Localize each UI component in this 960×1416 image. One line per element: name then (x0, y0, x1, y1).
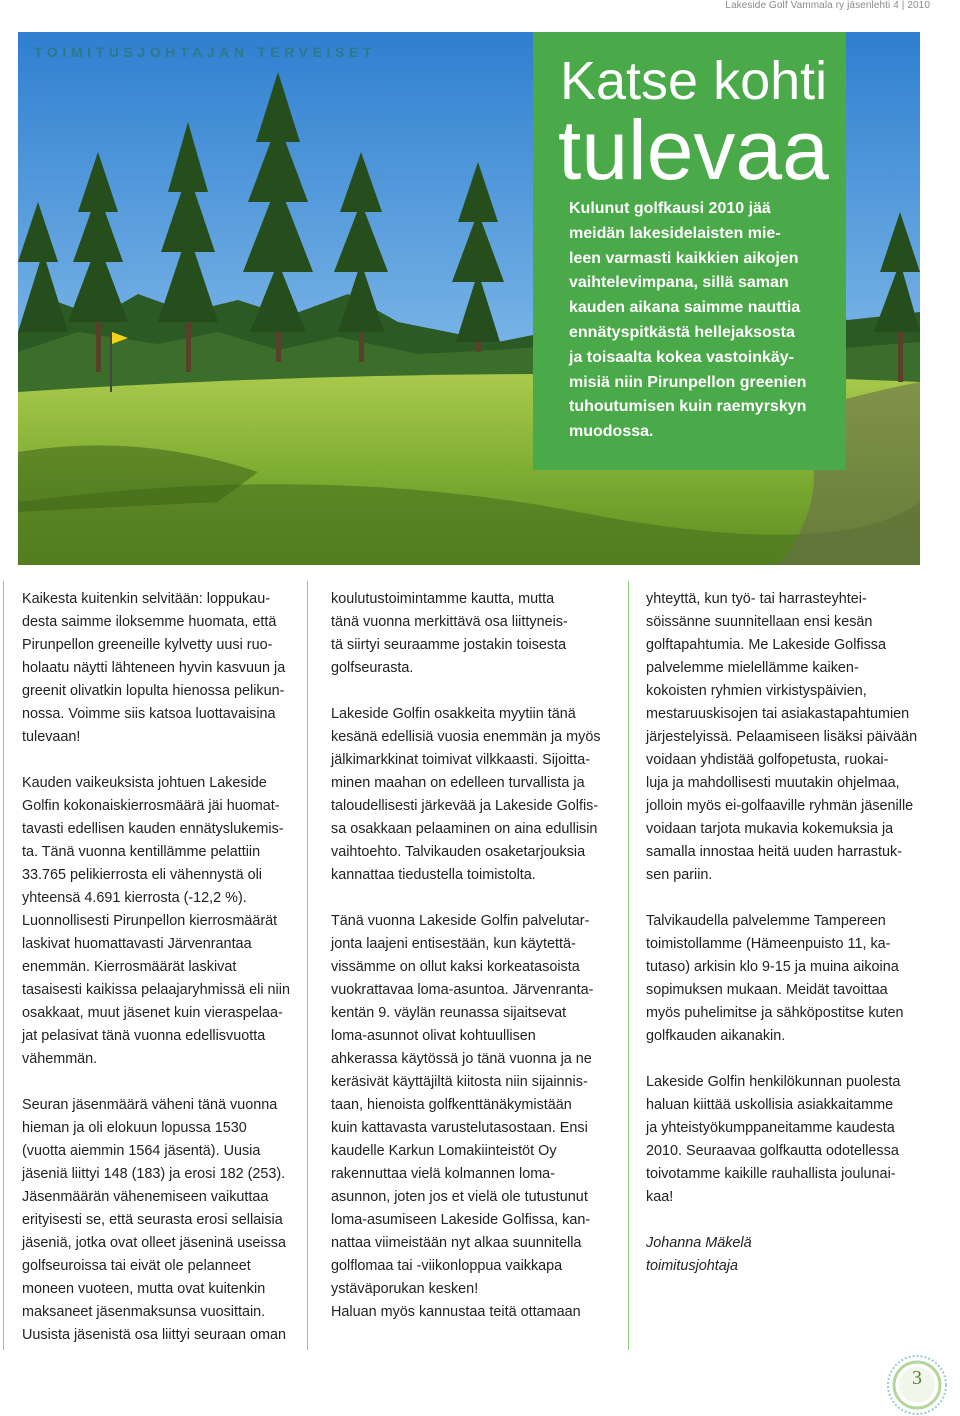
body-text-line: ahkerassa käytössä jo tänä vuonna ja ne (331, 1051, 592, 1067)
body-text-line: kuin kattavasta varustelutasostaan. Ensi (331, 1120, 588, 1136)
body-text-line: nossa. Voimme siis katsoa luottavaisina (22, 706, 276, 722)
body-text-line: Kauden vaikeuksista johtuen Lakeside (22, 775, 267, 791)
text-column-3 (646, 588, 917, 1278)
body-text-line: Seuran jäsenmäärä väheni tänä vuonna (22, 1097, 278, 1113)
section-label: TOIMITUSJOHTAJAN TERVEISET (34, 44, 377, 60)
body-text-line: sen pariin. (646, 867, 713, 883)
body-text-line: tä siirtyi seuraamme jostakin toisesta (331, 637, 567, 653)
body-text-line: maksaneet jäsenmaksunsa vuosittain. (22, 1304, 266, 1320)
body-text-line: kesänä edellisiä vuosia enemmän ja myös (331, 729, 601, 745)
body-text-line: golflomaa tai -viikonloppua vaikkapa (331, 1258, 563, 1274)
body-text-line: jat pelasivat tänä vuonna edellisvuotta (22, 1028, 266, 1044)
body-text-line: vuokrattavaa loma-asuntoa. Järvenranta- (331, 982, 594, 998)
paragraph-gap (22, 749, 290, 772)
lead-line: kauden aikana saimme nauttia (569, 299, 801, 317)
body-text-line: asunnon, joten jos et vielä ole tutustunut (331, 1189, 588, 1205)
body-text-line: loma-asunnot olivat kohtuullisen (331, 1028, 536, 1044)
lead-line: tuhoutumisen kuin raemyrskyn (569, 398, 807, 416)
body-text-line: (vuotta aiemmin 1564 jäsentä). Uusia (22, 1143, 261, 1159)
body-text-line: Talvikaudella palvelemme Tampereen (646, 913, 886, 929)
body-text-line: vaihtoehto. Talvikauden osaketarjouksia (331, 844, 586, 860)
body-text-line: laskivat huomattavasti Järvenrantaa (22, 936, 252, 952)
body-text-line: Lakeside Golfin henkilökunnan puolesta (646, 1074, 901, 1090)
body-text-line: Tänä vuonna Lakeside Golfin palvelutar- (331, 913, 590, 929)
body-text-line: golfkauden aikanakin. (646, 1028, 786, 1044)
body-text-line: golfseurasta. (331, 660, 414, 676)
paragraph-gap (646, 887, 917, 910)
body-text-line: tänä vuonna merkittävä osa liittyneis- (331, 614, 568, 630)
body-text-line: golftapahtumia. Me Lakeside Golfissa (646, 637, 886, 653)
lead-line: Kulunut golfkausi 2010 jää (569, 200, 771, 217)
text-column-2 (331, 588, 601, 1324)
body-text-line: Luonnollisesti Pirunpellon kierrosmäärät (22, 913, 278, 929)
body-text-line: ja yhteistyökumppaneitamme kaudesta (646, 1120, 895, 1136)
body-text-line: kokoisten ryhmien virkistyspäivien, (646, 683, 867, 699)
lead-line: meidän lakesidelaisten mie- (569, 224, 781, 242)
body-text-line: kannattaa tiedustella toimistolta. (331, 867, 536, 883)
body-text-line: tutaso) arkisin klo 9-15 ja muina aikoina (646, 959, 899, 975)
text-column-1 (22, 588, 290, 1347)
body-text-line: loma-asumiseen Lakeside Golfissa, kan- (331, 1212, 591, 1228)
article-title-line1: Katse kohti (560, 51, 828, 111)
body-text-line: luja ja mahdollisesti muutakin ohjelmaa, (646, 775, 900, 791)
body-text-line: Jäsenmäärän vähenemiseen vaikuttaa (22, 1189, 269, 1205)
column-rule-2 (628, 581, 629, 1350)
signature-name: Johanna Mäkelä (646, 1235, 752, 1251)
body-text-line: voidaan yhdistää golfopetusta, ruokai- (646, 752, 889, 768)
body-text-line: sa osakkaan pelaaminen on aina edullisin (331, 821, 598, 837)
body-text-line: ta. Tänä vuonna kentillämme pelattiin (22, 844, 261, 860)
body-text-line: haluan kiittää uskollisia asiakkaitamme (646, 1097, 894, 1113)
body-text-line: mestaruuskisojen tai asiakastapahtumien (646, 706, 910, 722)
body-text-line: toimistollamme (Hämeenpuisto 11, ka- (646, 936, 891, 952)
body-text-line: kaa! (646, 1189, 674, 1205)
lead-line: leen varmasti kaikkien aikojen (569, 249, 799, 267)
body-text-line: samalla innostaa heitä uuden harrastuk- (646, 844, 902, 860)
body-text-line: holaatu näytti lähteneen hyvin kasvuun ja (22, 660, 286, 676)
body-text-line: keräsivät käyttäjiltä kiitosta niin sijainnis- (331, 1074, 588, 1090)
paragraph-gap (646, 1048, 917, 1071)
body-text-line: rakennuttaa vielä kolmannen loma- (331, 1166, 555, 1182)
body-text-line: kentän 9. väylän reunassa sijaitsevat (331, 1005, 567, 1021)
body-text-line: erityisesti se, että seurasta erosi sellaisia (22, 1212, 283, 1228)
body-text-line: golfseuroissa tai eivät ole pelanneet (22, 1258, 251, 1274)
body-text-line: minen maahan on edelleen turvallista ja (331, 775, 585, 791)
lead-paragraph (569, 197, 839, 445)
body-text-line: Golfin kokonaiskierrosmäärä jäi huomat- (22, 798, 280, 814)
column-rule-1 (307, 581, 308, 1350)
body-text-line: desta saimme iloksemme huomata, että (22, 614, 277, 630)
body-text-line: taloudellisesti järkevää ja Lakeside Golfis- (331, 798, 599, 814)
body-text-line: tasaisesti kaikissa pelaajaryhmissä eli niin (22, 982, 290, 998)
body-text-line: myös puhelimitse ja sähköpostitse kuten (646, 1005, 904, 1021)
body-text-line: osakkaat, muut jäsenet kuin vieraspelaa- (22, 1005, 283, 1021)
page-number: 3 (912, 1367, 922, 1389)
body-text-line: jäseniä, jotka ovat olleet jäseninä useissa (22, 1235, 286, 1251)
paragraph-gap (331, 680, 601, 703)
body-text-line: jälkimarkkinat toimivat vilkkaasti. Sijoitta- (331, 752, 591, 768)
body-text-line: greenit olivatkin lopulta hienossa pelikun- (22, 683, 285, 699)
body-text-line: söissänne suunnitellaan ensi kesän (646, 614, 873, 630)
body-text-line: Lakeside Golfin osakkeita myytiin tänä (331, 706, 576, 722)
article-title-line2: tulevaa (558, 103, 829, 197)
body-text-line: tavasti edellisen kauden ennätyslukemis- (22, 821, 284, 837)
lead-line: vaihtelevimpana, sillä saman (569, 274, 789, 292)
body-text-line: jolloin myös ei-golfaaville ryhmän jäsenille (646, 798, 914, 814)
lead-line: ennätyspitkästä hellejaksosta (569, 323, 795, 341)
lead-line: muodossa. (569, 423, 654, 441)
body-text-line: Kaikesta kuitenkin selvitään: loppukau- (22, 591, 270, 607)
body-text-line: jäseniä liittyi 148 (183) ja erosi 182 (253). (22, 1166, 286, 1182)
body-text-line: nattaa viimeistään nyt alkaa suunnitella (331, 1235, 582, 1251)
body-text-line: Haluan myös kannustaa teitä ottamaan (331, 1304, 581, 1320)
lead-line: ja toisaalta kokea vastoinkäy- (569, 348, 794, 366)
body-text-line: Uusista jäsenistä osa liittyi seuraan oman (22, 1327, 286, 1343)
body-text-line: sopimuksen mukaan. Meidät tavoittaa (646, 982, 888, 998)
body-text-line: hieman ja oli elokuun lopussa 1530 (22, 1120, 247, 1136)
body-text-line: kaudelle Karkun Lomakiinteistöt Oy (331, 1143, 557, 1159)
body-text-line: tulevaan! (22, 729, 81, 745)
body-text-line: koulutustoimintamme kautta, mutta (331, 591, 555, 607)
body-text-line: palvelemme mielellämme kaiken- (646, 660, 859, 676)
paragraph-gap (22, 1071, 290, 1094)
body-text-line: Pirunpellon greeneille kylvetty uusi ruo- (22, 637, 273, 653)
paragraph-gap (646, 1209, 917, 1232)
signature-role: toimitusjohtaja (646, 1258, 738, 1274)
lead-line: misiä niin Pirunpellon greenien (569, 373, 807, 391)
body-text-line: voidaan tarjota mukavia kokemuksia ja (646, 821, 894, 837)
body-text-line: taan, hienoista golfkenttänäkymistään (331, 1097, 572, 1113)
body-text-line: vissämme on ollut kaksi korkeatasoista (331, 959, 580, 975)
paragraph-gap (331, 887, 601, 910)
body-text-line: moneen vuoteen, mutta ovat kuitenkin (22, 1281, 266, 1297)
body-text-line: vähemmän. (22, 1051, 98, 1067)
body-text-line: jonta laajeni entisestään, kun käytettä- (331, 936, 576, 952)
body-text-line: 2010. Seuraavaa golfkautta odotellessa (646, 1143, 899, 1159)
body-text-line: 33.765 pelikierrosta eli vähennystä oli (22, 867, 262, 883)
body-text-line: enemmän. Kierrosmäärät laskivat (22, 959, 237, 975)
column-rule-left (3, 581, 4, 1350)
body-text-line: järjestelyissä. Pelaamiseen lisäksi päivään (646, 729, 918, 745)
body-text-line: yhteyttä, kun työ- tai harrasteyhtei- (646, 591, 867, 607)
body-text-line: ystäväporukan kesken! (331, 1281, 479, 1297)
running-header: Lakeside Golf Vammala ry jäsenlehti 4 | 2010 (725, 0, 930, 11)
body-text-line: yhteensä 4.691 kierrosta (-12,2 %). (22, 890, 247, 906)
body-text-line: toivotamme kaikille rauhallista joulunai- (646, 1166, 896, 1182)
